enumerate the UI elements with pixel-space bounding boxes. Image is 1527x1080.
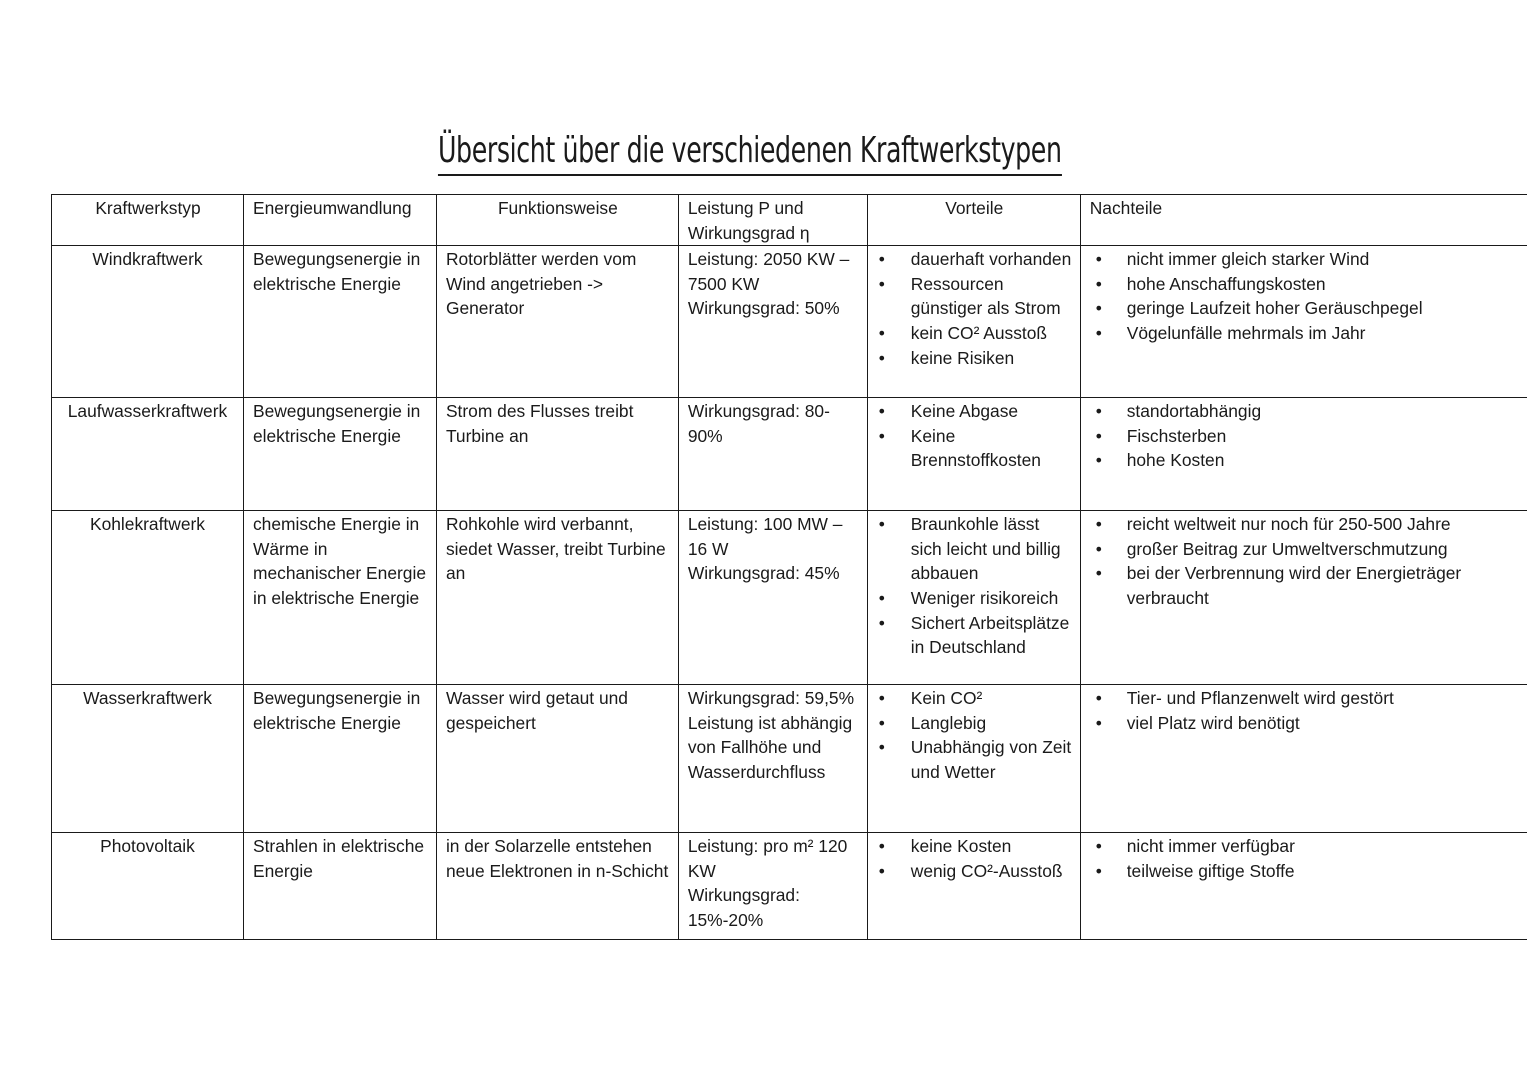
row-pros — [867, 685, 1080, 833]
pro-item: • Ressourcen günstiger als Strom — [877, 272, 1072, 321]
con-item: • standortabhängig — [1094, 399, 1519, 424]
row-cons — [1080, 685, 1527, 833]
page-title — [0, 128, 1500, 176]
con-item: • Vögelunfälle mehrmals im Jahr — [1094, 321, 1519, 346]
row-cons — [1080, 833, 1527, 940]
con-item: • Fischsterben — [1094, 424, 1519, 449]
pro-item: • Keine Brennstoffkosten — [877, 424, 1072, 473]
power-line: Wirkungsgrad: 15%-20% — [687, 885, 800, 930]
header-function: Funktionsweise — [436, 195, 678, 246]
row-power — [678, 398, 867, 511]
table-row — [52, 398, 1527, 511]
row-conversion: Bewegungsenergie in elektrische Energie — [243, 246, 436, 398]
header-cons: Nachteile — [1080, 195, 1527, 246]
con-item: • nicht immer verfügbar — [1094, 834, 1519, 859]
row-conversion: Bewegungsenergie in elektrische Energie — [243, 685, 436, 833]
row-function: Strom des Flusses treibt Turbine an — [436, 398, 678, 511]
pro-item: • keine Kosten — [877, 834, 1072, 859]
table-header-row — [52, 195, 1527, 246]
table-row — [52, 833, 1527, 940]
row-function: Wasser wird getaut und gespeichert — [436, 685, 678, 833]
con-item: • großer Beitrag zur Umweltverschmutzung — [1094, 537, 1519, 562]
header-power: Leistung P und Wirkungsgrad η — [678, 195, 867, 246]
pro-item: • Weniger risikoreich — [877, 586, 1072, 611]
con-item: • hohe Anschaffungskosten — [1094, 272, 1519, 297]
row-power — [678, 511, 867, 685]
row-pros — [867, 246, 1080, 398]
row-function: Rotorblätter werden vom Wind angetrieben -> Generator — [436, 246, 678, 398]
pro-item: • dauerhaft vorhanden — [877, 247, 1072, 272]
con-item: • hohe Kosten — [1094, 448, 1519, 473]
row-pros — [867, 511, 1080, 685]
header-pros: Vorteile — [867, 195, 1080, 246]
pro-item: • Braunkohle lässt sich leicht und billig abbauen — [877, 512, 1072, 586]
pro-item: • kein CO² Ausstoß — [877, 321, 1072, 346]
header-type: Kraftwerkstyp — [52, 195, 244, 246]
row-power — [678, 833, 867, 940]
power-line: Leistung: 100 MW – 16 W — [687, 514, 843, 559]
power-line: Leistung: 2050 KW – 7500 KW — [687, 249, 850, 294]
row-power — [678, 685, 867, 833]
pro-item: • Langlebig — [877, 711, 1072, 736]
pro-item: • Keine Abgase — [877, 399, 1072, 424]
row-conversion: chemische Energie in Wärme in mechanischer Energie in elektrische Energie — [243, 511, 436, 685]
row-power — [678, 246, 867, 398]
table-row — [52, 685, 1527, 833]
row-function: Rohkohle wird verbannt, siedet Wasser, treibt Turbine an — [436, 511, 678, 685]
power-line: Leistung: pro m² 120 KW — [687, 836, 848, 881]
con-item: • teilweise giftige Stoffe — [1094, 859, 1519, 884]
power-line: Leistung ist abhängig von Fallhöhe und Wasserdurchfluss — [687, 712, 853, 782]
row-cons — [1080, 511, 1527, 685]
pro-item: • keine Risiken — [877, 346, 1072, 371]
row-type: Windkraftwerk — [52, 246, 244, 398]
row-pros — [867, 398, 1080, 511]
row-type: Wasserkraftwerk — [52, 685, 244, 833]
power-line: Wirkungsgrad: 50% — [687, 298, 840, 319]
row-conversion: Bewegungsenergie in elektrische Energie — [243, 398, 436, 511]
pro-item: • Sichert Arbeitsplätze in Deutschland — [877, 611, 1072, 660]
row-function: in der Solarzelle entstehen neue Elektronen in n-Schicht — [436, 833, 678, 940]
row-cons — [1080, 398, 1527, 511]
row-conversion: Strahlen in elektrische Energie — [243, 833, 436, 940]
power-line: Wirkungsgrad: 80-90% — [687, 401, 830, 446]
con-item: • nicht immer gleich starker Wind — [1094, 247, 1519, 272]
header-conversion: Energieumwandlung — [243, 195, 436, 246]
pro-item: • wenig CO²-Ausstoß — [877, 859, 1072, 884]
con-item: • reicht weltweit nur noch für 250-500 Jahre — [1094, 512, 1519, 537]
page-title-text: Übersicht über die verschiedenen Kraftwerkstypen — [438, 128, 1062, 176]
con-item: • bei der Verbrennung wird der Energieträger verbraucht — [1094, 561, 1519, 610]
power-line: Wirkungsgrad: 59,5% — [687, 688, 855, 709]
table-row — [52, 511, 1527, 685]
table-row — [52, 246, 1527, 398]
con-item: • viel Platz wird benötigt — [1094, 711, 1519, 736]
power-plant-table — [51, 194, 1527, 940]
con-item: • geringe Laufzeit hoher Geräuschpegel — [1094, 296, 1519, 321]
row-cons — [1080, 246, 1527, 398]
row-type: Photovoltaik — [52, 833, 244, 940]
pro-item: • Unabhängig von Zeit und Wetter — [877, 735, 1072, 784]
pro-item: • Kein CO² — [877, 686, 1072, 711]
row-pros — [867, 833, 1080, 940]
power-line: Wirkungsgrad: 45% — [687, 563, 840, 584]
con-item: • Tier- und Pflanzenwelt wird gestört — [1094, 686, 1519, 711]
row-type: Laufwasserkraftwerk — [52, 398, 244, 511]
row-type: Kohlekraftwerk — [52, 511, 244, 685]
